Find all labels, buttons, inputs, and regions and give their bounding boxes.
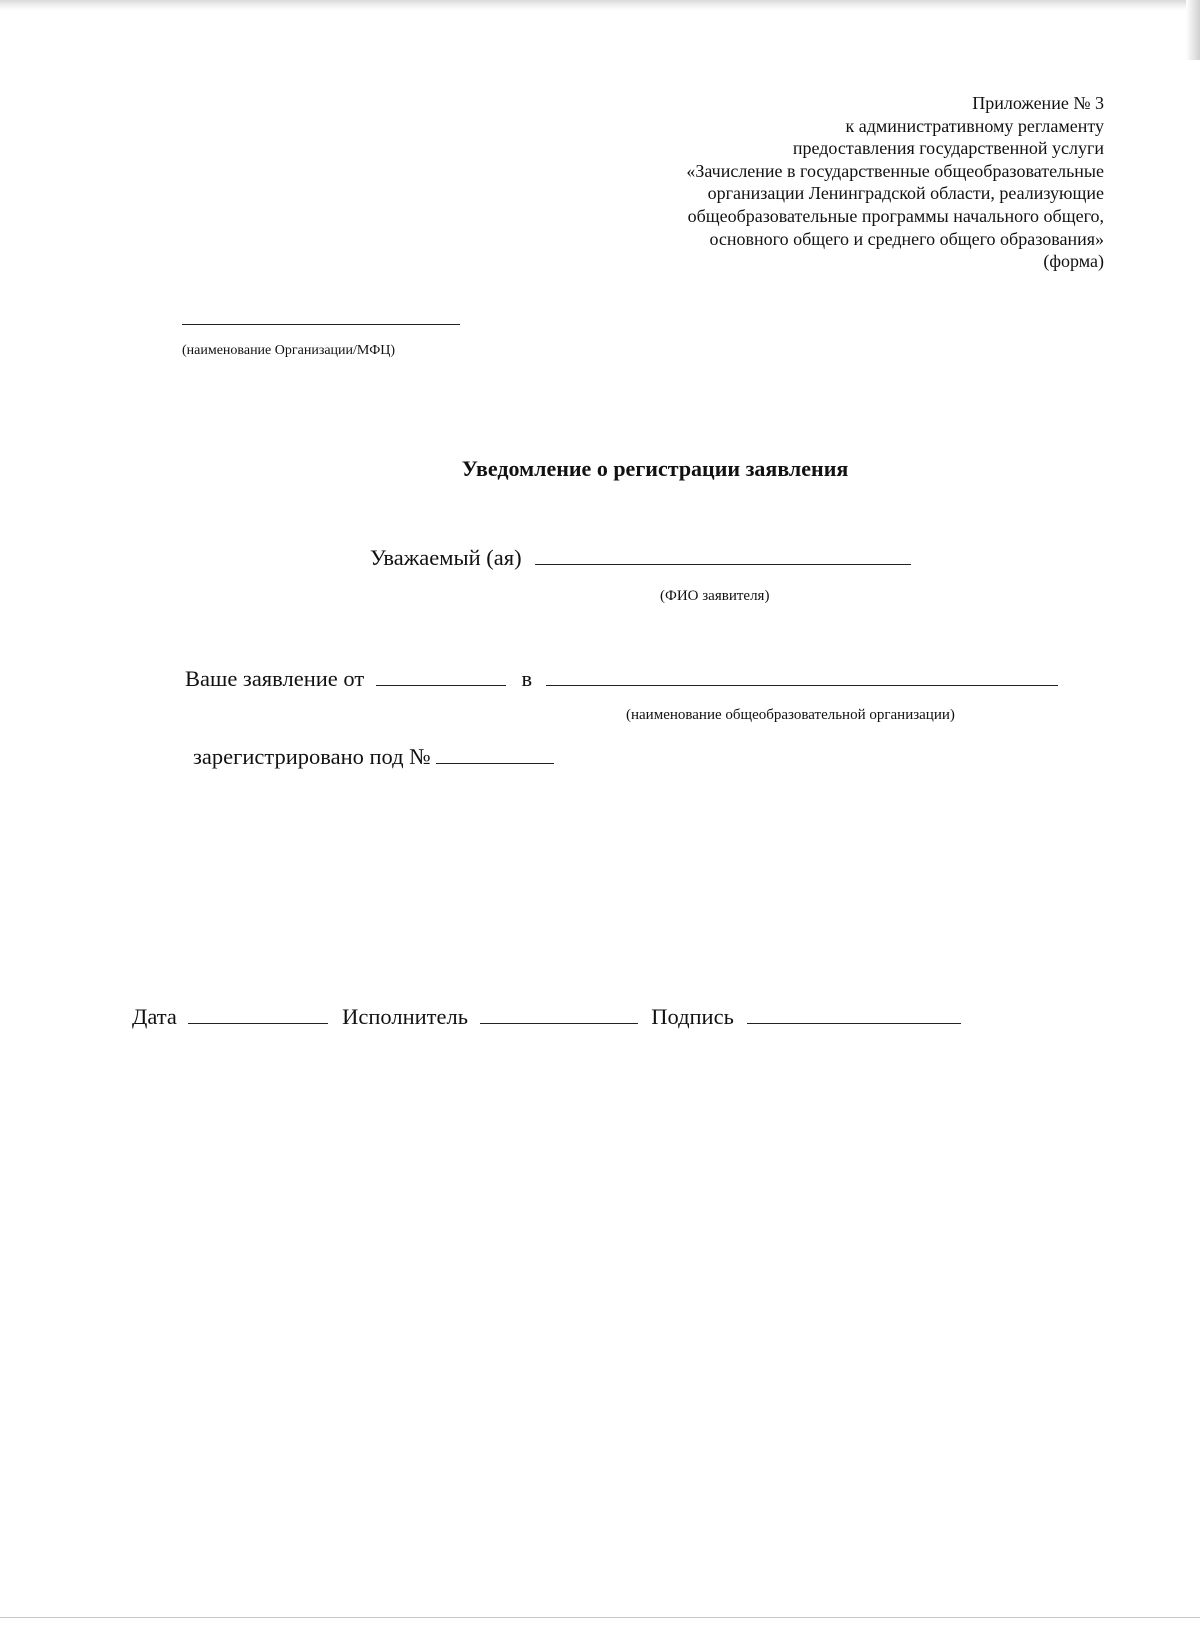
date-label: Дата xyxy=(132,1004,177,1029)
appendix-line: организации Ленинградской области, реализующие xyxy=(707,183,1104,204)
appendix-header xyxy=(686,92,1104,273)
appendix-line: предоставления государственной услуги xyxy=(792,138,1104,159)
executor-field[interactable] xyxy=(480,1022,638,1024)
organization-block xyxy=(182,324,460,359)
application-preposition: в xyxy=(521,666,533,691)
appendix-line: (форма) xyxy=(1043,251,1104,272)
executor-label: Исполнитель xyxy=(342,1004,468,1029)
date-field[interactable] xyxy=(188,1022,328,1024)
salutation-label: Уважаемый (ая) xyxy=(370,545,522,570)
appendix-line: основного общего и среднего общего образования» xyxy=(709,228,1104,249)
applicant-name-field[interactable] xyxy=(535,563,911,565)
organization-caption: (наименование Организации/МФЦ) xyxy=(182,343,396,358)
scan-edge-right xyxy=(1186,0,1200,60)
application-line xyxy=(185,666,1058,692)
signature-row xyxy=(132,1004,961,1030)
scan-edge-bottom xyxy=(0,1617,1200,1618)
institution-caption: (наименование общеобразовательной организации) xyxy=(626,707,955,723)
registration-line xyxy=(193,744,554,770)
organization-name-field[interactable] xyxy=(182,324,460,325)
application-date-field[interactable] xyxy=(376,684,506,686)
signature-label: Подпись xyxy=(651,1004,734,1029)
appendix-line: «Зачисление в государственные общеобразовательные xyxy=(686,160,1104,181)
registration-label: зарегистрировано под № xyxy=(193,744,431,769)
scan-edge-top xyxy=(0,0,1200,10)
applicant-name-caption: (ФИО заявителя) xyxy=(660,588,770,604)
signature-field[interactable] xyxy=(747,1022,961,1024)
salutation-line xyxy=(370,545,911,571)
appendix-line: Приложение № 3 xyxy=(972,93,1104,113)
application-label: Ваше заявление от xyxy=(185,666,365,691)
document-title: Уведомление о регистрации заявления xyxy=(461,456,849,481)
registration-number-field[interactable] xyxy=(436,762,554,764)
institution-name-field[interactable] xyxy=(546,684,1058,686)
appendix-line: общеобразовательные программы начального общего, xyxy=(687,205,1104,226)
appendix-line: к административному регламенту xyxy=(845,115,1104,136)
